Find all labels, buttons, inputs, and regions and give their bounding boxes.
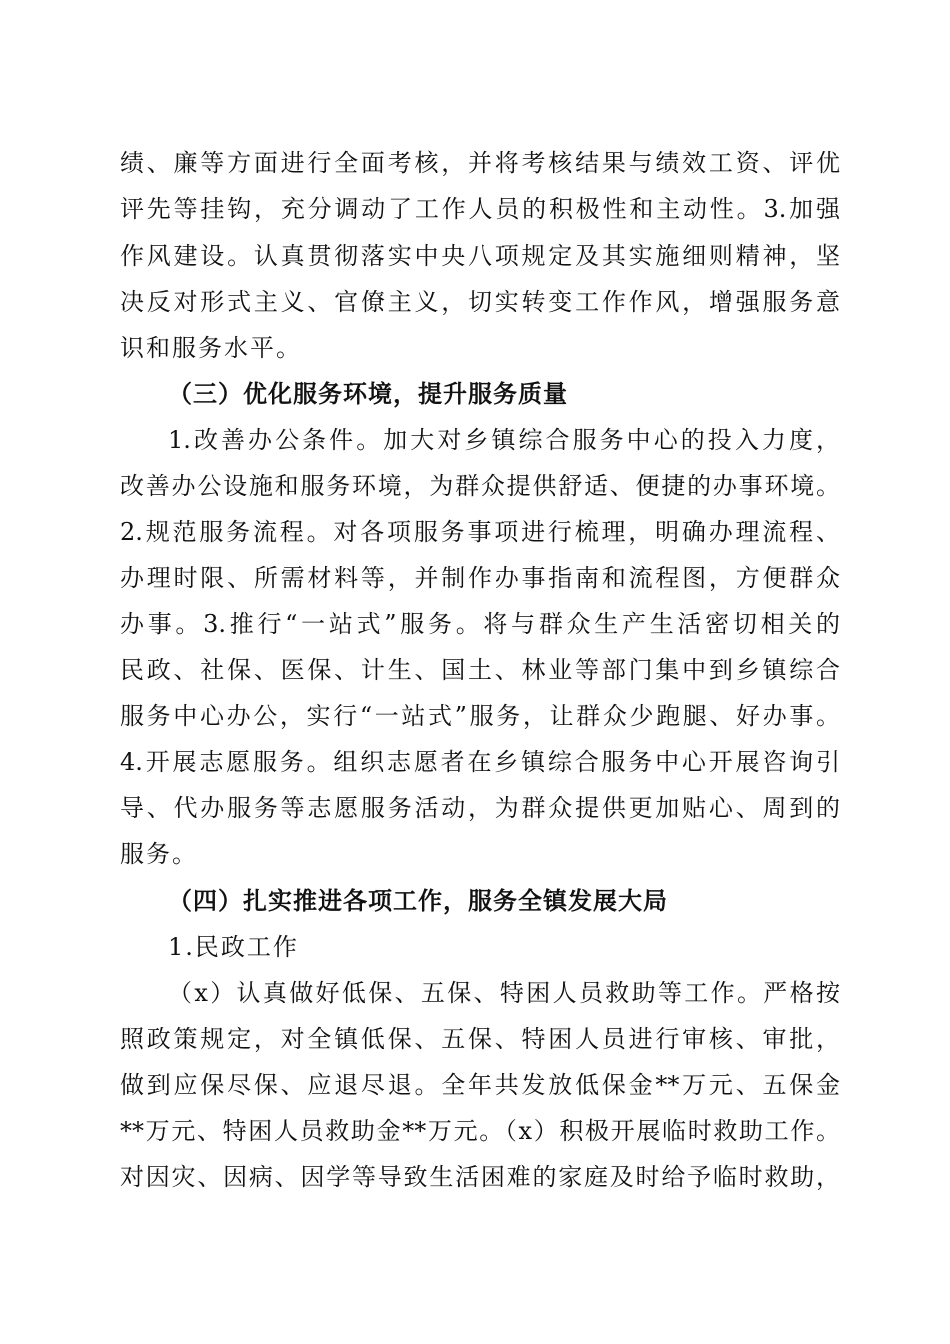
text-line: 绩、廉等方面进行全面考核，并将考核结果与绩效工资、评优 [120, 149, 840, 177]
text-line: 1.改善办公条件。加大对乡镇综合服务中心的投入力度， [168, 426, 840, 454]
text-line: 对因灾、因病、因学等导致生活困难的家庭及时给予临时救助， [120, 1163, 840, 1191]
text-line: 服务中心办公，实行“一站式”服务，让群众少跑腿、好办事。 [120, 702, 840, 730]
text-line: 改善办公设施和服务环境，为群众提供舒适、便捷的办事环境。 [120, 472, 840, 500]
text-line: 办理时限、所需材料等，并制作办事指南和流程图，方便群众 [120, 564, 840, 592]
text-line: 识和服务水平。 [120, 334, 302, 362]
text-line: 民政、社保、医保、计生、国土、林业等部门集中到乡镇综合 [120, 656, 840, 684]
text-line: **万元、特困人员救助金**万元。（x）积极开展临时救助工作。 [120, 1117, 840, 1145]
subsection-heading: 1.民政工作 [168, 933, 299, 961]
text-line: 照政策规定，对全镇低保、五保、特困人员进行审核、审批， [120, 1025, 840, 1053]
text-line: （x）认真做好低保、五保、特困人员救助等工作。严格按 [168, 979, 840, 1007]
text-line: 4.开展志愿服务。组织志愿者在乡镇综合服务中心开展咨询引 [120, 748, 840, 776]
text-line: 服务。 [120, 840, 198, 868]
text-line: 办事。3.推行“一站式”服务。将与群众生产生活密切相关的 [120, 610, 840, 638]
text-line: 作风建设。认真贯彻落实中央八项规定及其实施细则精神，坚 [120, 242, 840, 270]
text-line: 评先等挂钩，充分调动了工作人员的积极性和主动性。3.加强 [120, 195, 840, 223]
section-heading: （四）扎实推进各项工作，服务全镇发展大局 [168, 886, 668, 915]
section-heading: （三）优化服务环境，提升服务质量 [168, 379, 568, 408]
text-line: 决反对形式主义、官僚主义，切实转变工作作风，增强服务意 [120, 288, 840, 316]
text-line: 做到应保尽保、应退尽退。全年共发放低保金**万元、五保金 [120, 1071, 840, 1099]
text-line: 导、代办服务等志愿服务活动，为群众提供更加贴心、周到的 [120, 794, 840, 822]
text-line: 2.规范服务流程。对各项服务事项进行梳理，明确办理流程、 [120, 518, 840, 546]
